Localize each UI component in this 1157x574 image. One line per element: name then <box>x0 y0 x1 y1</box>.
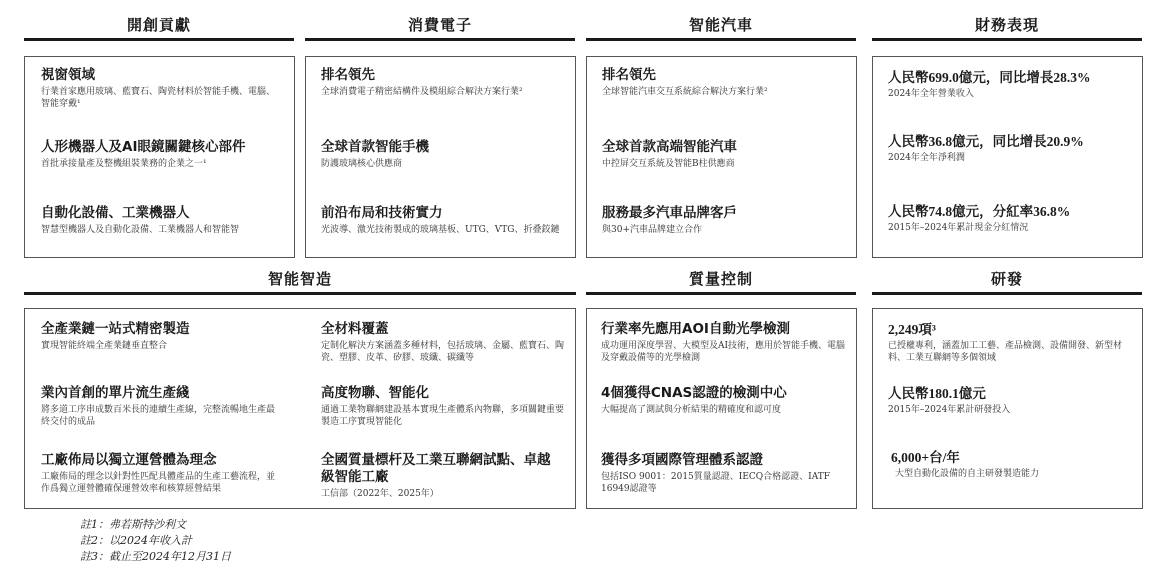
manufacturing-item-5-title: 工廠佈局以獨立運營體為理念 <box>41 452 217 468</box>
pioneer-item-1-title: 視窗領域 <box>41 67 95 83</box>
manufacturing-item-5 <box>41 452 281 495</box>
auto-item-1-desc: 全球智能汽車交互系統綜合解決方案行業² <box>602 87 768 97</box>
pioneer-item-1-desc: 行業首家應用玻璃、藍寶石、陶瓷材料於智能手機、電腦、智能穿戴¹ <box>41 87 276 109</box>
manufacturing-item-1 <box>41 321 291 352</box>
consumer-item-1 <box>321 67 566 98</box>
footnote-1: 註1：弗若斯特沙利文 <box>80 518 186 531</box>
manufacturing-item-3-desc: 將多道工序串成數百米長的連續生產線，完整流暢地生產最終交付的成品 <box>41 405 276 427</box>
section-header-consumer: 消費電子 <box>305 14 575 41</box>
manufacturing-item-3-title: 業內首創的單片流生產綫 <box>41 385 190 401</box>
consumer-item-1-title: 排名領先 <box>321 67 375 83</box>
rnd-item-3-desc: 大型自動化設備的自主研發製造能力 <box>895 469 1040 479</box>
quality-item-2-title: 4個獲得CNAS認證的檢測中心 <box>601 385 787 401</box>
rnd-item-1 <box>888 321 1138 364</box>
auto-item-2 <box>602 139 847 170</box>
manufacturing-item-5-desc: 工廠佈局的理念以針對性匹配具體產品的生產工藝流程，並作爲獨立運營體確保運營效率和核算經營結果 <box>41 472 276 494</box>
footnotes <box>80 517 231 565</box>
auto-item-2-desc: 中控屏交互系統及智能B柱供應商 <box>602 159 735 169</box>
finance-item-1-title: 人民幣699.0億元，同比增長28.3% <box>888 70 1091 85</box>
rnd-item-3-title: 6,000+台/年 <box>891 450 960 465</box>
section-header-quality: 質量控制 <box>586 268 856 295</box>
section-header-rnd: 研發 <box>872 268 1142 295</box>
quality-item-3-desc: 包括ISO 9001：2015質量認證、IECQ合格認證、IATF 16949認證等 <box>601 472 830 494</box>
pioneer-item-3 <box>41 205 286 236</box>
consumer-item-2-title: 全球首款智能手機 <box>321 139 429 155</box>
finance-item-2-title: 人民幣36.8億元，同比增長20.9% <box>888 134 1084 149</box>
quality-item-1-desc: 成功運用深度學習、大模型及AI技術，應用於智能手機、電腦及穿戴設備等的光學檢測 <box>601 341 846 363</box>
manufacturing-box <box>24 308 576 509</box>
footnote-2: 註2：以2024年收入計 <box>80 534 192 547</box>
rnd-item-2-desc: 2015年–2024年累計研發投入 <box>888 405 1011 415</box>
auto-item-1-title: 排名領先 <box>602 67 656 83</box>
quality-item-3 <box>601 452 849 495</box>
finance-item-2-desc: 2024年全年淨利潤 <box>888 153 965 163</box>
finance-item-1-desc: 2024年全年營業收入 <box>888 89 974 99</box>
finance-item-3-title: 人民幣74.8億元，分紅率36.8% <box>888 204 1071 219</box>
manufacturing-item-1-title: 全產業鏈一站式精密製造 <box>41 321 190 337</box>
quality-item-2 <box>601 385 849 416</box>
quality-item-1-title: 行業率先應用AOI自動光學檢測 <box>601 321 790 337</box>
manufacturing-item-3 <box>41 385 281 428</box>
section-header-manufacturing: 智能智造 <box>24 268 576 295</box>
section-header-pioneer: 開創貢獻 <box>24 14 294 41</box>
quality-item-3-title: 獲得多項國際管理體系認證 <box>601 452 763 468</box>
finance-item-3 <box>888 203 1138 234</box>
consumer-item-2 <box>321 139 566 170</box>
pioneer-item-3-desc: 智慧型機器人及自動化設備、工業機器人和智能智 <box>41 225 240 235</box>
consumer-item-2-desc: 防護玻璃核心供應商 <box>321 159 403 169</box>
manufacturing-item-4 <box>321 385 566 428</box>
finance-item-2 <box>888 133 1138 164</box>
rnd-item-1-title: 2,249項³ <box>888 322 936 337</box>
auto-item-1 <box>602 67 847 98</box>
quality-box <box>586 308 857 509</box>
manufacturing-item-6 <box>321 452 556 500</box>
auto-item-3-desc: 與30+汽車品牌建立合作 <box>602 225 702 235</box>
pioneer-item-2-title: 人形機器人及AI眼鏡關鍵核心部件 <box>41 139 246 155</box>
pioneer-item-2 <box>41 139 286 170</box>
consumer-item-3-title: 前沿布局和技術實力 <box>321 205 443 221</box>
consumer-box <box>305 56 576 258</box>
manufacturing-item-2-title: 全材料覆蓋 <box>321 321 389 337</box>
consumer-item-3-desc: 光波導、激光技術製成的玻璃基板、UTG、VTG、折叠鉸鏈 <box>321 225 560 235</box>
manufacturing-item-4-title: 高度物聯、智能化 <box>321 385 429 401</box>
quality-item-2-desc: 大幅提高了測試與分析結果的精確度和認可度 <box>601 405 782 415</box>
rnd-item-2 <box>888 385 1138 416</box>
manufacturing-item-2 <box>321 321 566 364</box>
rnd-item-1-desc: 已授權專利，涵蓋加工工藝、產品檢測、設備開發、新型材料、工業互聯網等多個領域 <box>888 341 1123 363</box>
rnd-item-3 <box>891 449 1141 480</box>
pioneer-item-1 <box>41 67 281 110</box>
finance-item-3-desc: 2015年–2024年累計現金分紅情況 <box>888 223 1029 233</box>
auto-item-3 <box>602 205 847 236</box>
auto-item-2-title: 全球首款高端智能汽車 <box>602 139 737 155</box>
consumer-item-1-desc: 全球消費電子精密結構件及模組綜合解決方案行業² <box>321 87 523 97</box>
finance-box <box>872 56 1143 258</box>
finance-item-1 <box>888 69 1138 100</box>
rnd-box <box>872 308 1143 509</box>
auto-item-3-title: 服務最多汽車品牌客戶 <box>602 205 737 221</box>
manufacturing-item-1-desc: 實現智能終端全產業鏈垂直整合 <box>41 341 168 351</box>
section-header-auto: 智能汽車 <box>586 14 856 41</box>
manufacturing-item-2-desc: 定制化解決方案涵蓋多種材料，包括玻璃、金屬、藍寶石、陶瓷、塑膠、皮革、矽膠、玻纖、碳纖等 <box>321 341 565 363</box>
quality-item-1 <box>601 321 849 364</box>
pioneer-box <box>24 56 295 258</box>
section-header-finance: 財務表現 <box>872 14 1142 41</box>
manufacturing-item-4-desc: 通過工業物聯網建設基本實現生產體系內物聯，多項關鍵重要製造工序實現智能化 <box>321 405 565 427</box>
rnd-item-2-title: 人民幣180.1億元 <box>888 386 986 401</box>
pioneer-item-3-title: 自動化設備、工業機器人 <box>41 205 190 221</box>
consumer-item-3 <box>321 205 566 236</box>
manufacturing-item-6-desc: 工信部（2022年、2025年） <box>321 489 439 499</box>
footnote-3: 註3：截止至2024年12月31日 <box>80 550 231 563</box>
auto-box <box>586 56 857 258</box>
pioneer-item-2-desc: 首批承接量產及整機組裝業務的企業之一¹ <box>41 159 207 169</box>
manufacturing-item-6-title: 全國質量標杆及工業互聯網試點、卓越級智能工廠 <box>321 452 551 485</box>
